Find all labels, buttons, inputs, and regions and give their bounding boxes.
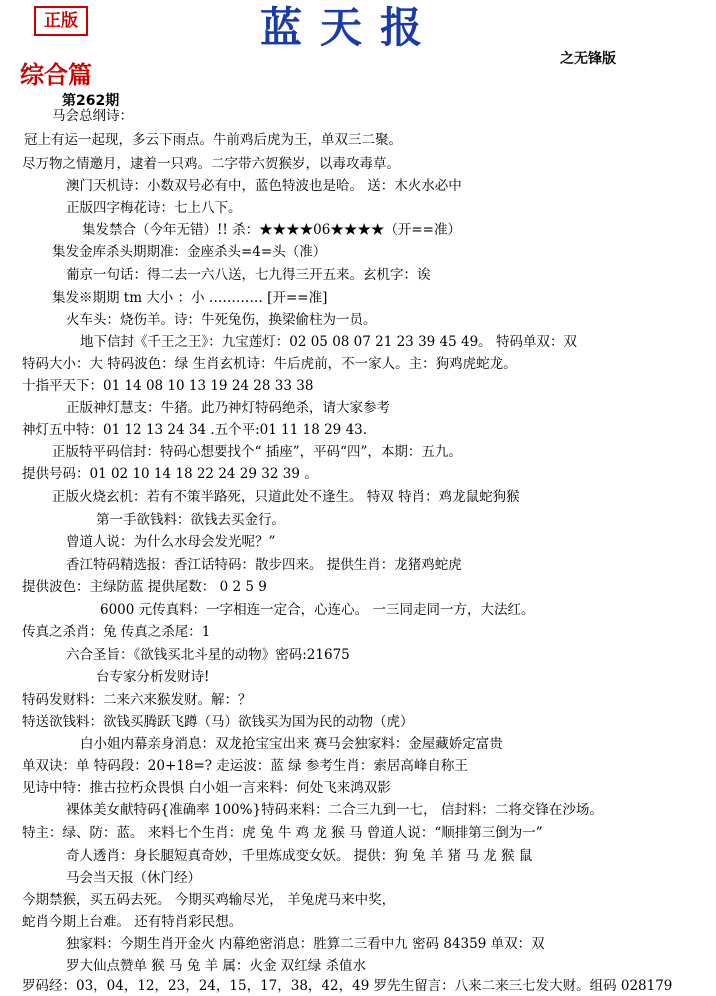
text-line: 独家料：今期生肖开金火 内幕绝密消息：胜算二三看中九 密码 84359 单双：双: [66, 936, 545, 952]
text-line: 马会当天报（休门经）: [66, 870, 201, 886]
text-line: 提供波色：主绿防蓝 提供尾数： 0 2 5 9: [22, 579, 267, 595]
text-line: 正版四字梅花诗：七上八下。: [66, 200, 242, 216]
text-line: 葡京一句话：得二去一六八送，七九得三开五来。玄机字：诶: [66, 267, 431, 283]
text-line: 特送欲钱料：欲钱买腾跃飞蹲（马）欲钱买为国为民的动物（虎）: [22, 714, 414, 730]
text-line: 曾道人说：为什么水母会发光呢？”: [66, 534, 276, 550]
text-line: 传真之杀肖：兔 传真之杀尾：1: [22, 624, 211, 640]
text-line: 十指平天下：01 14 08 10 13 19 24 28 33 38: [22, 378, 314, 394]
edition-label: 之无锋版: [560, 51, 616, 67]
text-line: 尽万物之情邀月，逮着一只鸡。二字带六贺猴岁，以毒攻毒草。: [22, 156, 400, 172]
text-line: 见诗中特：推古拉朽众畏惧 白小姐一言来料：何处飞来鸿双影: [22, 780, 391, 796]
text-line: 台专家分析发财诗!: [96, 669, 210, 685]
masthead-title: 蓝天报: [259, 3, 440, 52]
text-line: 6000 元传真料：一字相连一定合，心连心。 一三同走同一方，大法红。: [100, 602, 535, 618]
text-line: 集发禁合（今年无错）!! 杀：★★★★06★★★★（开==准）: [82, 222, 461, 238]
text-line: 今期禁猴，买五码去死。 今期买鸡输尽光， 羊兔虎马来中奖，: [22, 892, 396, 908]
text-line: 奇人透肖：身长腿短真奇妙，千里炼成变女妖。 提供：狗 兔 羊 猪 马 龙 猴 鼠: [66, 848, 533, 864]
zhengban-badge: 正版: [34, 6, 88, 36]
text-line: 蛇肖今期上台难。 还有特肖彩民想。: [22, 914, 243, 930]
text-line: 裸体美女献特码{准确率 100%}特码来料：二合三九到一七， 信封料：二将交锋在沙场。: [66, 802, 603, 818]
text-line: 马会总纲诗：: [52, 108, 133, 124]
text-line: 白小姐内幕亲身消息：双龙抢宝宝出来 赛马会独家料：金屋藏娇定富贵: [80, 736, 503, 752]
text-line: 冠上有运一起现，多云下雨点。牛前鸡后虎为王，单双三二聚。: [24, 132, 402, 148]
text-line: 单双诀：单 特码段：20+18=? 走运波：蓝 绿 参考生肖：索居高峰自称王: [22, 758, 468, 774]
text-line: 澳门天机诗：小数双号必有中，蓝色特波也是哈。 送：木火水必中: [66, 178, 462, 194]
issue-number: 第262期: [62, 93, 120, 109]
text-line: 香江特码精选报：香江话特码：散步四来。 提供生肖：龙猪鸡蛇虎: [66, 557, 462, 573]
section-title: 综合篇: [20, 60, 92, 89]
text-line: 集发※期期 tm 大小 ：小 ………… [开==准]: [52, 290, 328, 306]
text-line: 正版特平码信封：特码心想要找个“ 插座”，平码“四”，本期：五九。: [52, 444, 462, 460]
text-line: 提供号码：01 02 10 14 18 22 24 29 32 39 。: [22, 466, 318, 482]
text-line: 正版神灯慧支：牛猪。此乃神灯特码绝杀，请大家参考: [66, 400, 390, 416]
text-line: 火车头：烧伤羊。诗：牛死兔伤，换梁偷柱为一员。: [66, 312, 377, 328]
text-line: 特主：绿、防：蓝。 来料七个生肖：虎 兔 牛 鸡 龙 猴 马 曾道人说：“顺排第三倒为一”: [22, 825, 543, 841]
text-line: 特码发财料：二来六来猴发财。解：？: [22, 692, 252, 708]
text-line: 正版火烧玄机：若有不策半路死，只道此处不逢生。 特双 特肖：鸡龙鼠蛇狗猴: [52, 489, 520, 505]
text-line: 六合圣旨：《欲钱买北斗星的动物》密码:21675: [66, 647, 350, 663]
text-line: 第一手欲钱料：欲钱去买金行。: [96, 512, 285, 528]
text-line: 罗大仙点赞单 猴 马 兔 羊 属：火金 双红绿 杀值水: [66, 958, 367, 974]
text-line: 集发金库杀头期期准：金座杀头=4=头（准）: [52, 244, 327, 260]
text-line: 地下信封《千王之王》：九宝莲灯：02 05 08 07 21 23 39 45 49。 特码单双：双: [80, 334, 577, 350]
text-line: 罗码经：03，04，12，23，24，15，17，38，42，49 罗先生留言：八来二来三七发大财。组码 028179: [22, 978, 673, 994]
text-line: 特码大小：大 特码波色：绿 生肖玄机诗：牛后虎前，不一家人。主：狗鸡虎蛇龙。: [22, 356, 517, 372]
text-line: 神灯五中特：01 12 13 24 34 .五个平:01 11 18 29 43.: [22, 422, 368, 438]
